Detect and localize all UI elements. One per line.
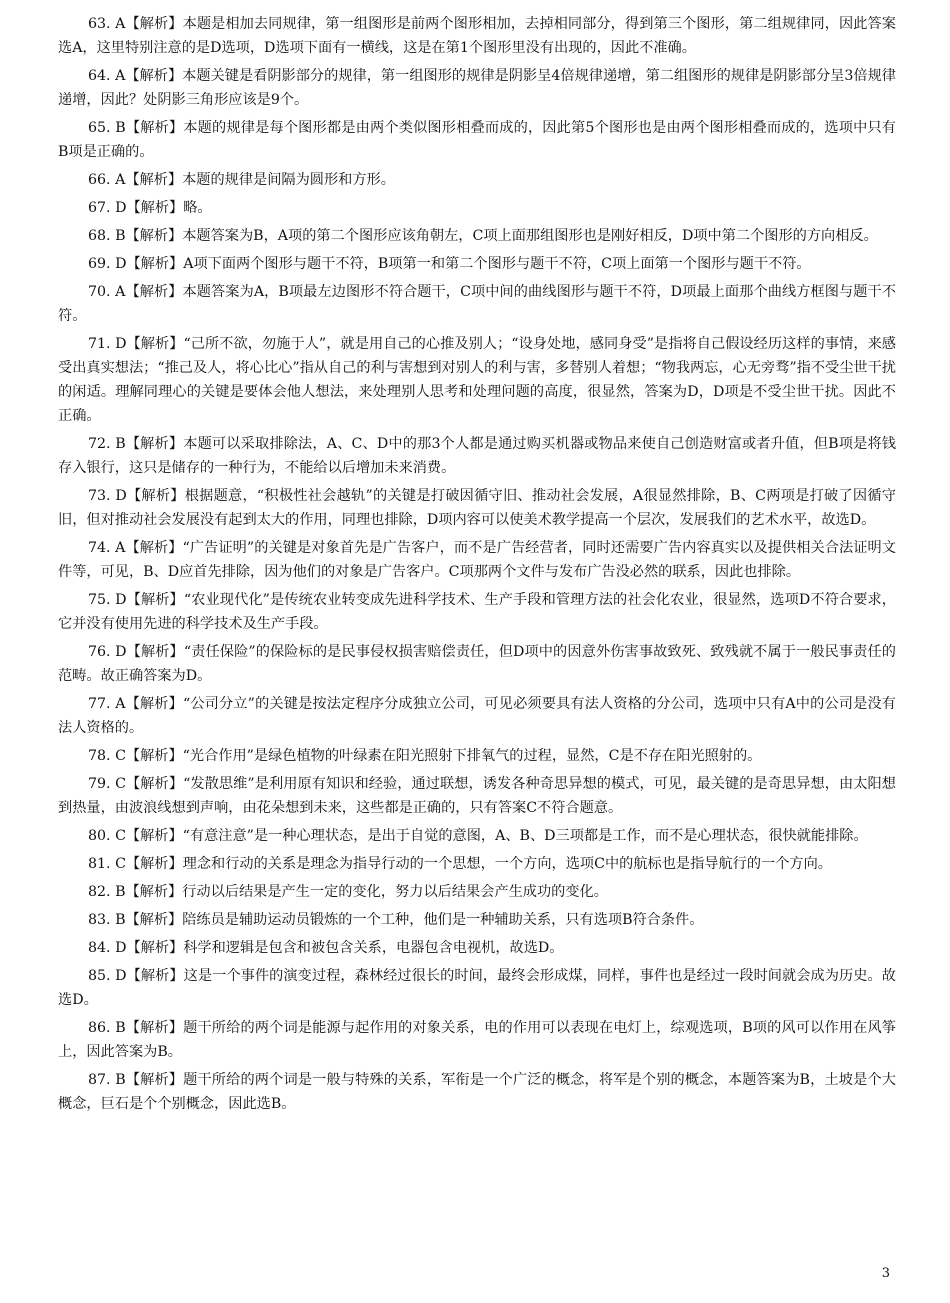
answer-paragraph: 76. D【解析】“责任保险”的保险标的是民事侵权损害赔偿责任，但D项中的因意外伤害事故致死、致残就不属于一般民事责任的范畴。故正确答案为D。	[58, 644, 896, 684]
answer-paragraph: 82. B【解析】行动以后结果是产生一定的变化，努力以后结果会产生成功的变化。	[88, 884, 608, 900]
answer-paragraph: 78. C【解析】“光合作用”是绿色植物的叶绿素在阳光照射下排氧气的过程，显然，C是不存在阳光照射的。	[88, 748, 762, 764]
answer-paragraph: 77. A【解析】“公司分立”的关键是按法定程序分成独立公司，可见必须要具有法人资格的分公司，选项中只有A中的公司是没有法人资格的。	[58, 696, 896, 736]
answer-paragraph: 86. B【解析】题干所给的两个词是能源与起作用的对象关系，电的作用可以表现在电灯上，综观选项，B项的风可以作用在风筝上，因此答案为B。	[58, 1020, 896, 1060]
answer-paragraph: 63. A【解析】本题是相加去同规律，第一组图形是前两个图形相加，去掉相同部分，得到第三个图形，第二组规律同，因此答案选A，这里特别注意的是D选项，D选项下面有一横线，这是在第1个图形里没有出现的，因此不准确。	[58, 16, 896, 56]
answer-paragraph: 64. A【解析】本题关键是看阴影部分的规律，第一组图形的规律是阴影呈4倍规律递增，第二组图形的规律是阴影部分呈3倍规律递增，因此？处阴影三角形应该是9个。	[58, 68, 896, 108]
answer-explanations	[58, 12, 896, 1120]
answer-paragraph: 80. C【解析】“有意注意”是一种心理状态，是出于自觉的意图，A、B、D三项都是工作，而不是心理状态，很快就能排除。	[88, 828, 868, 844]
answer-paragraph: 85. D【解析】这是一个事件的演变过程，森林经过很长的时间，最终会形成煤，同样，事件也是经过一段时间就会成为历史。故选D。	[58, 968, 896, 1008]
answer-paragraph: 75. D【解析】“农业现代化”是传统农业转变成先进科学技术、生产手段和管理方法的社会化农业，很显然，选项D不符合要求，它并没有使用先进的科学技术及生产手段。	[58, 592, 896, 632]
answer-paragraph: 87. B【解析】题干所给的两个词是一般与特殊的关系，军衔是一个广泛的概念，将军是个别的概念，本题答案为B，土坡是个大概念，巨石是个个别概念，因此选B。	[58, 1072, 896, 1112]
answer-paragraph: 65. B【解析】本题的规律是每个图形都是由两个类似图形相叠而成的，因此第5个图形也是由两个图形相叠而成的，选项中只有B项是正确的。	[58, 120, 896, 160]
answer-paragraph: 74. A【解析】“广告证明”的关键是对象首先是广告客户，而不是广告经营者，同时还需要广告内容真实以及提供相关合法证明文件等，可见，B、D应首先排除，因为他们的对象是广告客户。C项那两个文件与发布广告没必然的联系，因此也排除。	[58, 540, 896, 580]
answer-paragraph: 72. B【解析】本题可以采取排除法，A、C、D中的那3个人都是通过购买机器或物品来使自己创造财富或者升值，但B项是将钱存入银行，这只是储存的一种行为，不能给以后增加未来消费。	[58, 436, 896, 476]
answer-paragraph: 71. D【解析】“己所不欲，勿施于人”，就是用自己的心推及别人；“设身处地，感同身受”是指将自己假设经历这样的事情，来感受出真实想法；“推己及人，将心比心”指从自己的利与害想到对别人的利与害，多替别人着想；“物我两忘，心无旁骛”指不受尘世干扰的闲适。理解同理心的关键是要体会他人想法，来处理别人思考和处理问题的高度，很显然，答案为D，D项是不受尘世干扰。因此不正确。	[58, 336, 896, 424]
answer-paragraph: 83. B【解析】陪练员是辅助运动员锻炼的一个工种，他们是一种辅助关系，只有选项B符合条件。	[88, 912, 704, 928]
answer-paragraph: 66. A【解析】本题的规律是间隔为圆形和方形。	[88, 172, 395, 188]
answer-paragraph: 84. D【解析】科学和逻辑是包含和被包含关系，电器包含电视机，故选D。	[88, 940, 564, 956]
answer-paragraph: 81. C【解析】理念和行动的关系是理念为指导行动的一个思想，一个方向，选项C中的航标也是指导航行的一个方向。	[88, 856, 832, 872]
answer-paragraph: 67. D【解析】略。	[88, 200, 212, 216]
answer-paragraph: 68. B【解析】本题答案为B，A项的第二个图形应该角朝左，C项上面那组图形也是刚好相反，D项中第二个图形的方向相反。	[88, 228, 878, 244]
answer-paragraph: 69. D【解析】A项下面两个图形与题干不符，B项第一和第二个图形与题干不符，C项上面第一个图形与题干不符。	[88, 256, 811, 272]
answer-paragraph: 79. C【解析】“发散思维”是利用原有知识和经验，通过联想，诱发各种奇思异想的模式，可见，最关键的是奇思异想，由太阳想到热量，由波浪线想到声响，由花朵想到未来，这些都是正确的，只有答案C不符合题意。	[58, 776, 896, 816]
answer-paragraph: 70. A【解析】本题答案为A，B项最左边图形不符合题干，C项中间的曲线图形与题干不符，D项最上面那个曲线方框图与题干不符。	[58, 284, 896, 324]
page-number: 3	[881, 1266, 890, 1281]
answer-paragraph: 73. D【解析】根据题意，“积极性社会越轨”的关键是打破因循守旧、推动社会发展，A很显然排除，B、C两项是打破了因循守旧，但对推动社会发展没有起到太大的作用，同理也排除，D项内容可以使美术教学提高一个层次，发展我们的艺术水平，故选D。	[58, 488, 896, 528]
